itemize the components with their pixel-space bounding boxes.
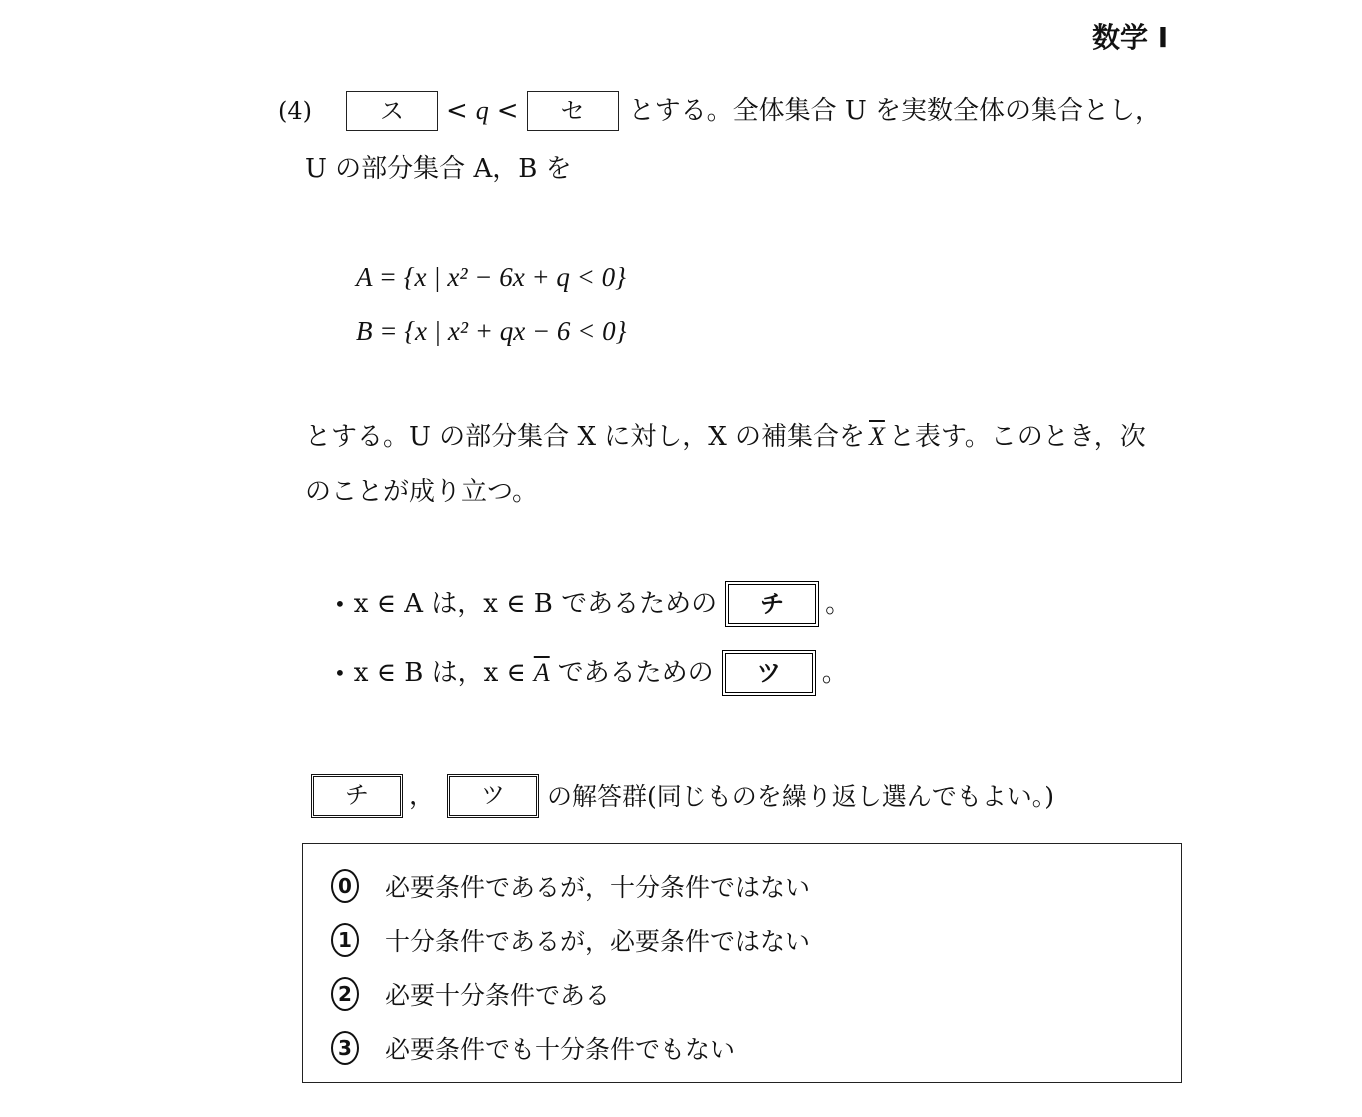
lt-sign-1: < bbox=[446, 96, 468, 126]
paragraph-line-1 bbox=[305, 424, 1146, 450]
complement-a: $\overline{A}$ bbox=[533, 658, 550, 687]
bullet-1-end: 。 bbox=[825, 589, 852, 619]
choice-text: 十分条件であるが，必要条件ではない bbox=[385, 927, 811, 956]
problem-line-2: U の部分集合 A，B を bbox=[305, 154, 572, 184]
paragraph-text-a: とする。U の部分集合 X に対し，X の補集合を bbox=[305, 422, 865, 452]
problem-number: (4) bbox=[278, 97, 312, 125]
variable-q: q bbox=[475, 96, 489, 125]
bullet-1-text: x ∈ A は，x ∈ B であるための bbox=[353, 589, 718, 619]
answer-box-tsu[interactable]: ツ bbox=[722, 650, 816, 696]
answer-group-label bbox=[311, 774, 1054, 818]
answer-group-box-chi: チ bbox=[311, 774, 403, 818]
choice-1[interactable] bbox=[331, 922, 810, 958]
subject-title: 数学 I bbox=[1092, 21, 1169, 54]
lt-sign-2: < bbox=[496, 96, 519, 126]
bullet-2-end: 。 bbox=[821, 658, 848, 688]
bullet-2-text-a: x ∈ B は，x ∈ bbox=[353, 658, 526, 688]
line1-text: とする。全体集合 U を実数全体の集合とし， bbox=[628, 96, 1162, 126]
problem-line-1 bbox=[278, 90, 1161, 132]
bullet-item-1 bbox=[334, 582, 851, 626]
choice-text: 必要十分条件である bbox=[385, 981, 611, 1010]
bullet-dot: • bbox=[334, 661, 346, 685]
choice-number-circle: 0 bbox=[331, 869, 359, 903]
answer-box-su[interactable]: ス bbox=[346, 91, 438, 131]
choice-0[interactable] bbox=[331, 868, 810, 904]
answer-box-chi[interactable]: チ bbox=[725, 581, 819, 627]
bullet-dot: • bbox=[334, 592, 346, 616]
choice-text: 必要条件であるが，十分条件ではない bbox=[385, 873, 811, 902]
choice-number-circle: 3 bbox=[331, 1031, 359, 1065]
choice-number-circle: 2 bbox=[331, 977, 359, 1011]
answer-group-text: の解答群(同じものを繰り返し選んでもよい。) bbox=[547, 781, 1055, 811]
paragraph-line-2: のことが成り立つ。 bbox=[305, 477, 538, 507]
choice-number-circle: 1 bbox=[331, 923, 359, 957]
choice-3[interactable] bbox=[331, 1030, 735, 1066]
set-b-definition: B = {x | x² + qx − 6 < 0} bbox=[356, 316, 627, 346]
paragraph-text-b: と表す。このとき，次 bbox=[888, 422, 1146, 452]
answer-group-comma: ， bbox=[409, 781, 436, 811]
choice-text: 必要条件でも十分条件でもない bbox=[385, 1035, 736, 1064]
bullet-2-text-b: であるための bbox=[557, 658, 714, 688]
choice-2[interactable] bbox=[331, 976, 610, 1012]
complement-x: $\overline{X}$ bbox=[869, 422, 885, 451]
bullet-item-2 bbox=[334, 651, 848, 695]
answer-group-box-tsu: ツ bbox=[447, 774, 539, 818]
answer-box-se[interactable]: セ bbox=[527, 91, 619, 131]
set-a-definition: A = {x | x² − 6x + q < 0} bbox=[356, 262, 626, 292]
